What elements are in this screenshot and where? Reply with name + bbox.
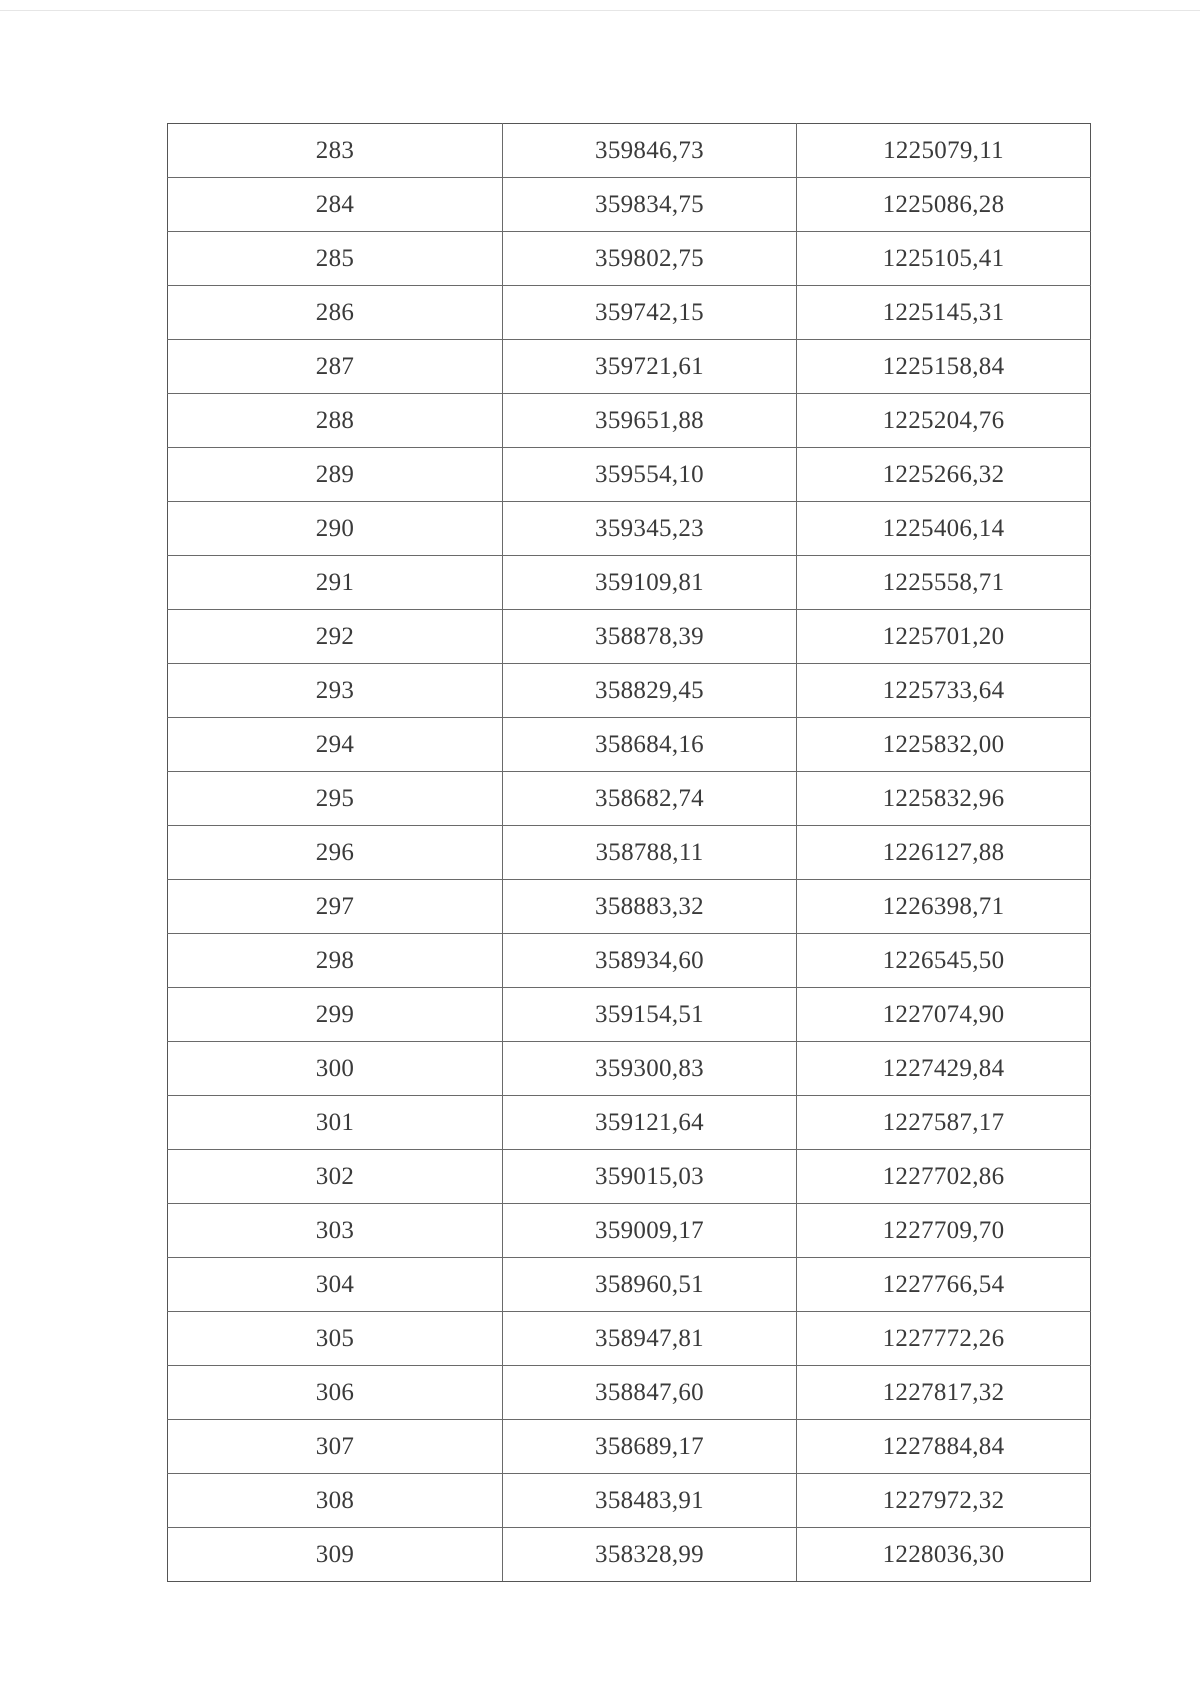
y-coordinate-cell: 1227817,32 — [797, 1366, 1091, 1420]
y-coordinate-cell: 1225832,00 — [797, 718, 1091, 772]
point-number-cell: 286 — [168, 286, 503, 340]
point-number-cell: 300 — [168, 1042, 503, 1096]
x-coordinate-cell: 358847,60 — [503, 1366, 797, 1420]
table-row — [168, 394, 1091, 448]
table-row — [168, 1528, 1091, 1582]
point-number-cell: 308 — [168, 1474, 503, 1528]
y-coordinate-cell: 1227884,84 — [797, 1420, 1091, 1474]
table-row — [168, 232, 1091, 286]
table-row — [168, 340, 1091, 394]
table-row — [168, 1042, 1091, 1096]
x-coordinate-cell: 359345,23 — [503, 502, 797, 556]
table-row — [168, 988, 1091, 1042]
table-row — [168, 1258, 1091, 1312]
table-row — [168, 124, 1091, 178]
x-coordinate-cell: 358483,91 — [503, 1474, 797, 1528]
point-number-cell: 301 — [168, 1096, 503, 1150]
y-coordinate-cell: 1226545,50 — [797, 934, 1091, 988]
point-number-cell: 292 — [168, 610, 503, 664]
table-row — [168, 1312, 1091, 1366]
table-row — [168, 178, 1091, 232]
point-number-cell: 299 — [168, 988, 503, 1042]
page-top-edge — [0, 10, 1200, 11]
x-coordinate-cell: 359651,88 — [503, 394, 797, 448]
y-coordinate-cell: 1225406,14 — [797, 502, 1091, 556]
x-coordinate-cell: 359121,64 — [503, 1096, 797, 1150]
y-coordinate-cell: 1227772,26 — [797, 1312, 1091, 1366]
y-coordinate-cell: 1225733,64 — [797, 664, 1091, 718]
point-number-cell: 290 — [168, 502, 503, 556]
table-row — [168, 718, 1091, 772]
point-number-cell: 307 — [168, 1420, 503, 1474]
table-row — [168, 556, 1091, 610]
x-coordinate-cell: 358684,16 — [503, 718, 797, 772]
point-number-cell: 287 — [168, 340, 503, 394]
x-coordinate-cell: 359554,10 — [503, 448, 797, 502]
point-number-cell: 283 — [168, 124, 503, 178]
point-number-cell: 302 — [168, 1150, 503, 1204]
x-coordinate-cell: 358878,39 — [503, 610, 797, 664]
table-row — [168, 286, 1091, 340]
y-coordinate-cell: 1225832,96 — [797, 772, 1091, 826]
point-number-cell: 294 — [168, 718, 503, 772]
x-coordinate-cell: 359015,03 — [503, 1150, 797, 1204]
table-row — [168, 880, 1091, 934]
x-coordinate-cell: 359109,81 — [503, 556, 797, 610]
point-number-cell: 298 — [168, 934, 503, 988]
y-coordinate-cell: 1225145,31 — [797, 286, 1091, 340]
table-row — [168, 934, 1091, 988]
y-coordinate-cell: 1225086,28 — [797, 178, 1091, 232]
y-coordinate-cell: 1225701,20 — [797, 610, 1091, 664]
point-number-cell: 306 — [168, 1366, 503, 1420]
x-coordinate-cell: 358947,81 — [503, 1312, 797, 1366]
x-coordinate-cell: 358328,99 — [503, 1528, 797, 1582]
table-row — [168, 1420, 1091, 1474]
table-row — [168, 664, 1091, 718]
x-coordinate-cell: 358829,45 — [503, 664, 797, 718]
x-coordinate-cell: 358934,60 — [503, 934, 797, 988]
table-row — [168, 1474, 1091, 1528]
table-row — [168, 610, 1091, 664]
point-number-cell: 305 — [168, 1312, 503, 1366]
y-coordinate-cell: 1225558,71 — [797, 556, 1091, 610]
x-coordinate-cell: 359154,51 — [503, 988, 797, 1042]
point-number-cell: 303 — [168, 1204, 503, 1258]
point-number-cell: 295 — [168, 772, 503, 826]
x-coordinate-cell: 359846,73 — [503, 124, 797, 178]
point-number-cell: 284 — [168, 178, 503, 232]
x-coordinate-cell: 358883,32 — [503, 880, 797, 934]
y-coordinate-cell: 1227074,90 — [797, 988, 1091, 1042]
y-coordinate-cell: 1225079,11 — [797, 124, 1091, 178]
coordinates-table — [167, 123, 1091, 1582]
table-row — [168, 1204, 1091, 1258]
table-row — [168, 1150, 1091, 1204]
point-number-cell: 291 — [168, 556, 503, 610]
x-coordinate-cell: 358682,74 — [503, 772, 797, 826]
coordinates-table-body — [168, 124, 1091, 1582]
table-row — [168, 826, 1091, 880]
y-coordinate-cell: 1225105,41 — [797, 232, 1091, 286]
table-row — [168, 1096, 1091, 1150]
table-row — [168, 502, 1091, 556]
point-number-cell: 293 — [168, 664, 503, 718]
x-coordinate-cell: 358689,17 — [503, 1420, 797, 1474]
y-coordinate-cell: 1227587,17 — [797, 1096, 1091, 1150]
x-coordinate-cell: 359802,75 — [503, 232, 797, 286]
y-coordinate-cell: 1227972,32 — [797, 1474, 1091, 1528]
y-coordinate-cell: 1225266,32 — [797, 448, 1091, 502]
x-coordinate-cell: 359834,75 — [503, 178, 797, 232]
y-coordinate-cell: 1225158,84 — [797, 340, 1091, 394]
x-coordinate-cell: 359300,83 — [503, 1042, 797, 1096]
x-coordinate-cell: 358788,11 — [503, 826, 797, 880]
y-coordinate-cell: 1226398,71 — [797, 880, 1091, 934]
y-coordinate-cell: 1228036,30 — [797, 1528, 1091, 1582]
x-coordinate-cell: 359721,61 — [503, 340, 797, 394]
y-coordinate-cell: 1227702,86 — [797, 1150, 1091, 1204]
table-row — [168, 772, 1091, 826]
point-number-cell: 288 — [168, 394, 503, 448]
point-number-cell: 296 — [168, 826, 503, 880]
y-coordinate-cell: 1227709,70 — [797, 1204, 1091, 1258]
point-number-cell: 304 — [168, 1258, 503, 1312]
y-coordinate-cell: 1227766,54 — [797, 1258, 1091, 1312]
y-coordinate-cell: 1227429,84 — [797, 1042, 1091, 1096]
table-row — [168, 448, 1091, 502]
x-coordinate-cell: 359009,17 — [503, 1204, 797, 1258]
x-coordinate-cell: 358960,51 — [503, 1258, 797, 1312]
x-coordinate-cell: 359742,15 — [503, 286, 797, 340]
point-number-cell: 285 — [168, 232, 503, 286]
point-number-cell: 289 — [168, 448, 503, 502]
point-number-cell: 297 — [168, 880, 503, 934]
point-number-cell: 309 — [168, 1528, 503, 1582]
y-coordinate-cell: 1226127,88 — [797, 826, 1091, 880]
table-row — [168, 1366, 1091, 1420]
y-coordinate-cell: 1225204,76 — [797, 394, 1091, 448]
